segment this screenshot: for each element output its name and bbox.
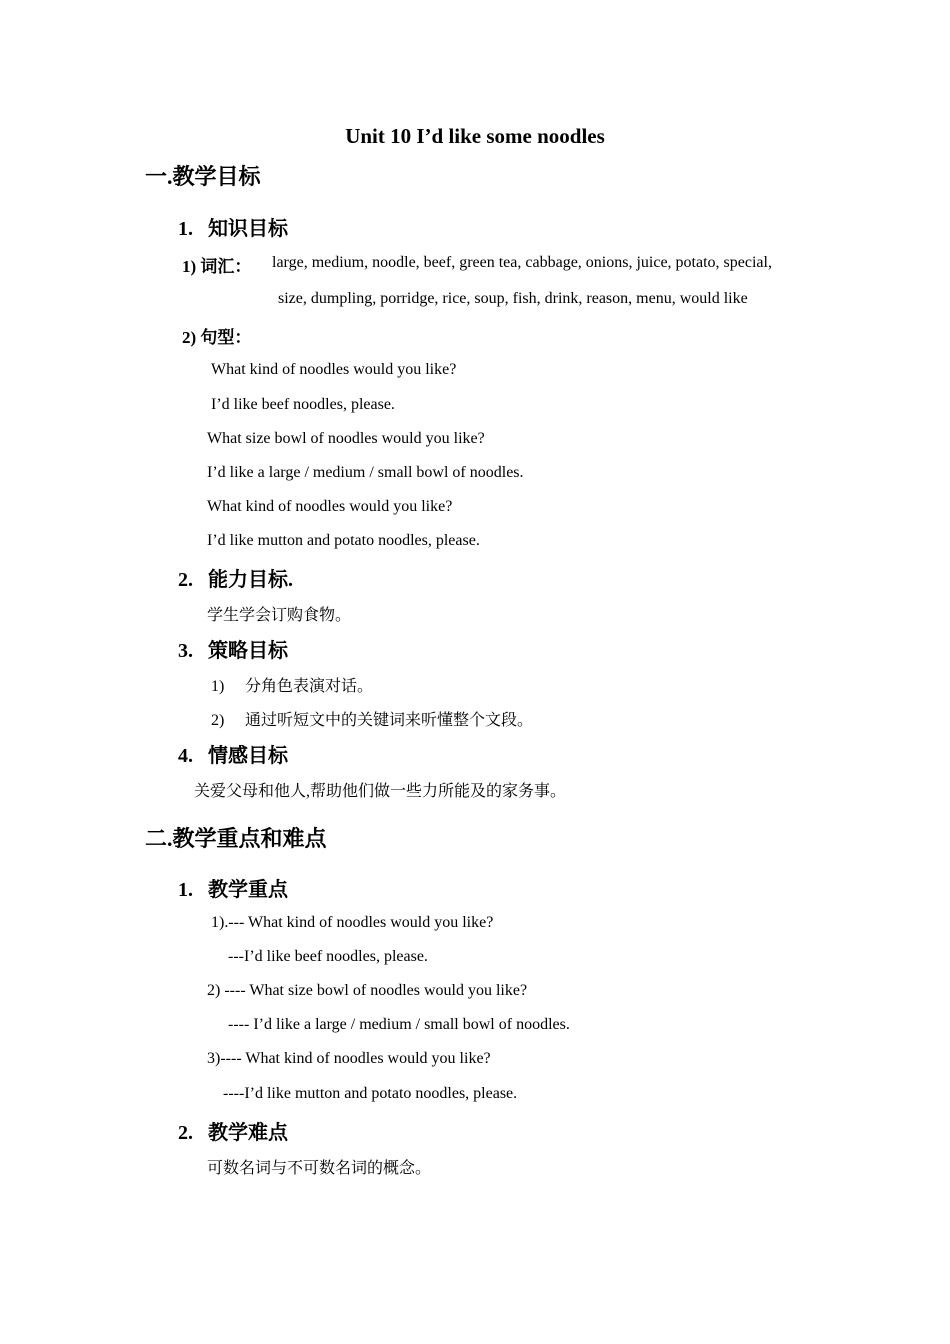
subheading-difficulties: [178, 1116, 288, 1145]
strategy-item-text: 通过听短文中的关键词来听懂整个文段。: [245, 712, 534, 729]
difficulty-text: 可数名词与不可数名词的概念。: [207, 1160, 432, 1177]
dialogue-line: ---- I’d like a large / medium / small bowl of noodles.: [228, 1016, 570, 1033]
subheading-number: 2.: [178, 1122, 193, 1144]
dialogue-line: ----I’d like mutton and potato noodles, please.: [223, 1085, 518, 1102]
ability-text: 学生学会订购食物。: [207, 607, 352, 624]
subheading-knowledge-objectives: [178, 212, 288, 241]
emotion-text: 关爱父母和他人,帮助他们做一些力所能及的家务事。: [194, 783, 567, 800]
sentence-pattern: I’d like beef noodles, please.: [211, 396, 395, 413]
sentence-pattern: What kind of noodles would you like?: [207, 498, 453, 515]
subheading-ability-objectives: [178, 563, 293, 592]
strategy-item: [211, 673, 373, 696]
sentence-patterns-label: 2) 句型：: [182, 328, 252, 347]
document-title: Unit 10 I’d like some noodles: [345, 124, 605, 148]
subheading-number: 4.: [178, 745, 193, 767]
section-heading-key-points: 二.教学重点和难点: [145, 826, 327, 851]
vocabulary-line-1: large, medium, noodle, beef, green tea, cabbage, onions, juice, potato, special,: [272, 254, 772, 271]
sentence-pattern: What size bowl of noodles would you like?: [207, 430, 485, 447]
vocabulary-label: 1) 词汇：: [182, 257, 252, 276]
subheading-number: 2.: [178, 569, 193, 591]
dialogue-line: 2) ---- What size bowl of noodles would you like?: [207, 982, 528, 999]
subheading-label: 知识目标: [208, 218, 288, 240]
subheading-emotion-objectives: [178, 739, 288, 768]
strategy-item-number: 2): [211, 712, 225, 729]
subheading-number: 1.: [178, 218, 193, 240]
strategy-item-number: 1): [211, 678, 225, 695]
subheading-strategy-objectives: [178, 634, 288, 663]
subheading-number: 3.: [178, 640, 193, 662]
subheading-label: 能力目标.: [208, 569, 293, 591]
subheading-label: 教学重点: [208, 879, 288, 901]
subheading-key-points: [178, 873, 288, 902]
sentence-pattern: I’d like mutton and potato noodles, please.: [207, 532, 480, 549]
strategy-item: [211, 707, 533, 730]
subheading-number: 1.: [178, 879, 193, 901]
dialogue-line: ---I’d like beef noodles, please.: [228, 948, 428, 965]
dialogue-line: 3)---- What kind of noodles would you like?: [207, 1050, 491, 1067]
dialogue-line: 1).--- What kind of noodles would you like?: [211, 914, 494, 931]
subheading-label: 教学难点: [208, 1122, 288, 1144]
sentence-pattern: What kind of noodles would you like?: [211, 361, 457, 378]
vocabulary-line-2: size, dumpling, porridge, rice, soup, fish, drink, reason, menu, would like: [278, 290, 748, 307]
subheading-label: 策略目标: [208, 640, 288, 662]
strategy-item-text: 分角色表演对话。: [245, 678, 374, 695]
subheading-label: 情感目标: [208, 745, 288, 767]
sentence-pattern: I’d like a large / medium / small bowl of noodles.: [207, 464, 524, 481]
section-heading-teaching-objectives: 一.教学目标: [145, 164, 261, 189]
